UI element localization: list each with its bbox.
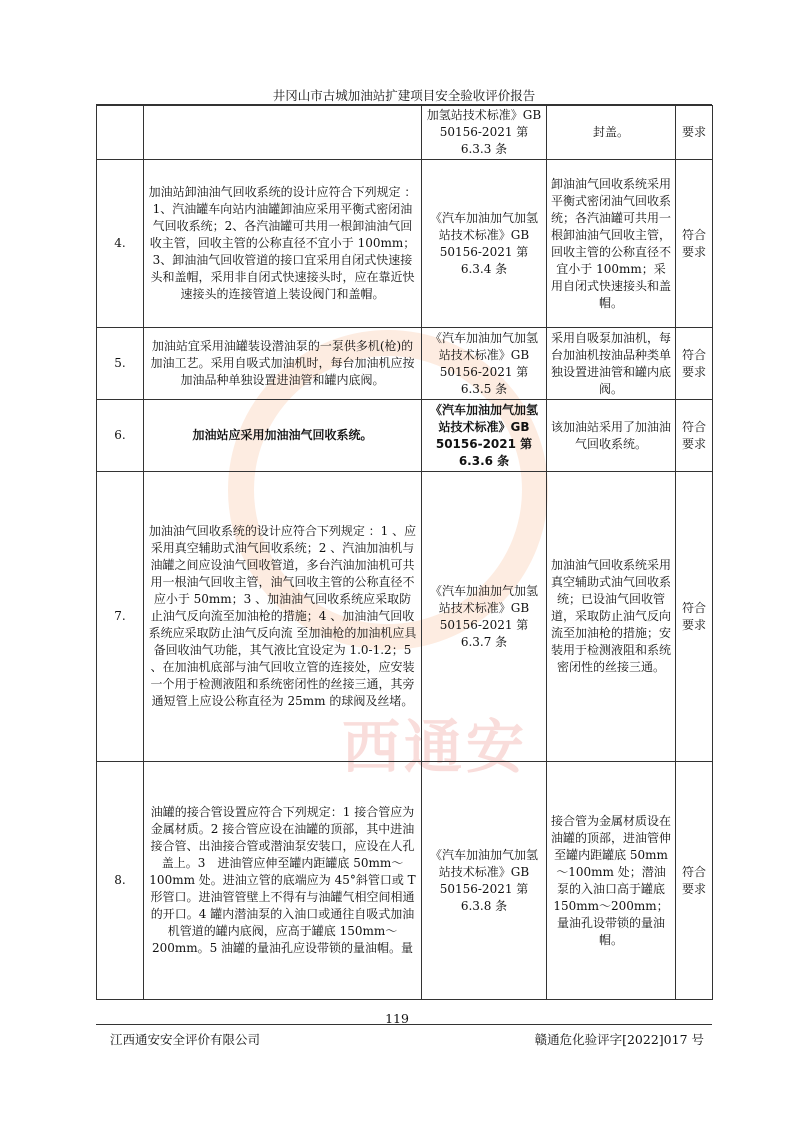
conclusion-cell: 符合要求 (676, 328, 713, 400)
basis-cell: 《汽车加油加气加氢站技术标准》GB 50156-2021 第 6.3.4 条 (422, 160, 547, 328)
basis-cell: 《汽车加油加气加氢站技术标准》GB 50156-2021 第 6.3.8 条 (422, 762, 547, 1000)
result-cell: 封盖。 (547, 106, 676, 160)
row-number: 4. (97, 160, 144, 328)
watermark-text: 西通安 (342, 713, 529, 781)
footer-divider (96, 1024, 712, 1025)
conclusion-cell: 符合要求 (676, 762, 713, 1000)
table-row (97, 400, 713, 472)
table-row (97, 762, 713, 1000)
result-cell: 接合管为金属材质设在油罐的顶部，进油管伸至罐内距罐底 50mm～100mm 处；潜油泵的入油口高于罐底 150mm～200mm；量油孔设带锁的量油帽。 (547, 762, 676, 1000)
conclusion-cell: 要求 (676, 106, 713, 160)
requirement-cell: 加油站应采用加油油气回收系统。 (144, 400, 422, 472)
result-cell: 卸油油气回收系统采用平衡式密闭油气回收系统；各汽油罐可共用一根卸油油气回收主管，回收主管的公称直径不宜小于 100mm；采用自闭式快速接头和盖帽。 (547, 160, 676, 328)
page-header: 井冈山市古城加油站扩建项目安全验收评价报告 (272, 88, 536, 103)
requirement-cell: 加油油气回收系统的设计应符合下列规定 ：1 、应采用真空辅助式油气回收系统；2 、汽油加油机与油罐之间应设油气回收管道，多台汽油加油机可共用一根油气回收主管，油气回收主管的公称直径不应小于 50mm；3 、加油油气回收系统应采取防止油气反向流至加油枪的措施；4 、加油油气回收系统应采取防止油气反向流 至加油枪的加油机应具备回收油气功能，其气液比宜设定为 1.0-1.2；5 、在加油机底部与油气回收立管的连接处，应安装一个用于检测液阻和系统密闭性的丝接三通，其旁通短管上应设公称直径为 25mm 的球阀及丝堵。 (144, 472, 422, 762)
conclusion-cell: 符合要求 (676, 400, 713, 472)
requirement-cell (144, 106, 422, 160)
table-row (97, 472, 713, 762)
basis-cell: 《汽车加油加气加氢站技术标准》GB 50156-2021 第 6.3.5 条 (422, 328, 547, 400)
page-number: 119 (385, 1011, 409, 1026)
table-row (97, 328, 713, 400)
result-cell: 采用自吸泵加油机，每台加油机按油品种类单独设置进油管和罐内底阀。 (547, 328, 676, 400)
result-cell: 加油油气回收系统采用真空辅助式油气回收系统；已设油气回收管道，采取防止油气反向流至加油枪的措施；安装用于检测液阻和系统密闭性的丝接三通。 (547, 472, 676, 762)
row-number: 5. (97, 328, 144, 400)
requirement-cell: 油罐的接合管设置应符合下列规定：1 接合管应为金属材质。2 接合管应设在油罐的顶部，其中进油接合管、出油接合管或潜油泵安装口，应设在人孔盖上。3 进油管应伸至罐内距罐底 50mm～100mm 处。进油立管的底端应为 45°斜管口或 T 形管口。进油管管壁上不得有与油罐气相空间相通的开口。4 罐内潜油泵的入油口或通往自吸式加油机管道的罐内底阀，应高于罐底 150mm～200mm。5 油罐的量油孔应设带锁的量油帽。量 (144, 762, 422, 1000)
table-row (97, 106, 713, 160)
row-number (97, 106, 144, 160)
result-cell: 该加油站采用了加油油气回收系统。 (547, 400, 676, 472)
conclusion-cell: 符合要求 (676, 160, 713, 328)
basis-cell: 《汽车加油加气加氢站技术标准》GB 50156-2021 第 6.3.7 条 (422, 472, 547, 762)
row-number: 8. (97, 762, 144, 1000)
row-number: 7. (97, 472, 144, 762)
requirement-cell: 加油站卸油油气回收系统的设计应符合下列规定 ：1、汽油罐车向站内油罐卸油应采用平衡式密闭油气回收系统；2、各汽油罐可共用一根卸油油气回收主管，回收主管的公称直径不宜小于 100mm；3、卸油油气回收管道的接口宜采用自闭式快速接头和盖帽，采用非自闭式快速接头时，应在靠近快速接头的连接管道上装设阀门和盖帽。 (144, 160, 422, 328)
row-number: 6. (97, 400, 144, 472)
requirement-cell: 加油站宜采用油罐装设潜油泵的一泵供多机(枪)的加油工艺。采用自吸式加油机时，每台加油机应按加油品种单独设置进油管和罐内底阀。 (144, 328, 422, 400)
conclusion-cell: 符合要求 (676, 472, 713, 762)
acceptance-table (96, 105, 713, 1000)
footer-company: 江西通安安全评价有限公司 (110, 1032, 261, 1047)
footer-report-no: 赣通危化验评字[2022]017 号 (534, 1032, 704, 1047)
basis-cell: 加氢站技术标准》GB 50156-2021 第 6.3.3 条 (422, 106, 547, 160)
table-row (97, 160, 713, 328)
basis-cell: 《汽车加油加气加氢站技术标准》GB 50156-2021 第 6.3.6 条 (422, 400, 547, 472)
